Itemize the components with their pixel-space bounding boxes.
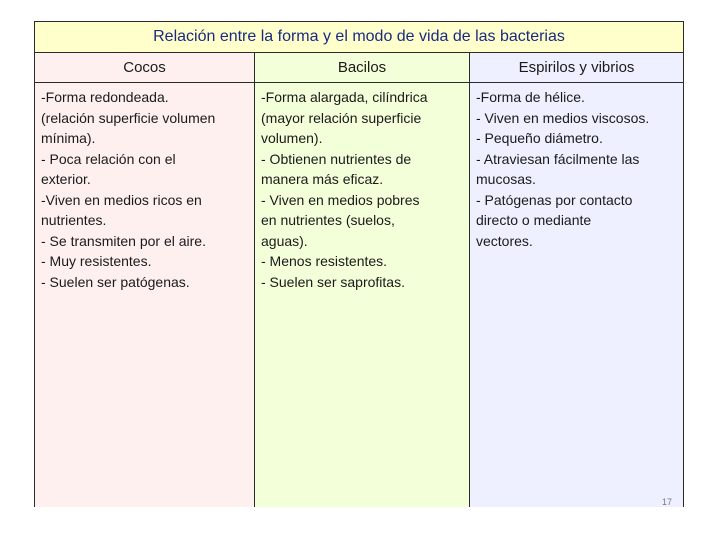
- bacteria-comparison-table: [34, 21, 684, 507]
- cocos-line: exterior.: [41, 171, 91, 187]
- table-header-row: [35, 53, 683, 83]
- table-body-row: [35, 83, 683, 507]
- espirilos-line: mucosas.: [476, 171, 536, 187]
- table-title: Relación entre la forma y el modo de vida de las bacterias: [153, 28, 565, 45]
- cocos-line: nutrientes.: [41, 212, 107, 228]
- cocos-line: - Suelen ser patógenas.: [41, 273, 190, 290]
- header-bacilos: Bacilos: [255, 53, 470, 82]
- espirilos-line: directo o mediante: [476, 212, 592, 228]
- cocos-line: mínima).: [41, 130, 96, 146]
- cocos-line: - Muy resistentes.: [41, 253, 152, 269]
- cell-bacilos: [255, 83, 470, 507]
- espirilos-line: - Pequeño diámetro.: [476, 130, 603, 146]
- cell-cocos: [35, 83, 255, 507]
- table-title-row: [35, 22, 683, 53]
- bacilos-line: - Suelen ser saprofitas.: [261, 273, 405, 290]
- cocos-line: -Forma redondeada.: [41, 89, 169, 105]
- bacilos-line: en nutrientes (suelos,: [261, 212, 395, 228]
- bacilos-line: - Viven en medios pobres: [261, 191, 420, 208]
- cell-espirilos-vibrios: [470, 83, 683, 507]
- bacilos-line: manera más eficaz.: [261, 171, 384, 187]
- header-espirilos-vibrios: Espirilos y vibrios: [470, 53, 683, 82]
- bacilos-line: volumen).: [261, 130, 323, 146]
- bacilos-line: aguas).: [261, 232, 308, 249]
- espirilos-line: -Forma de hélice.: [476, 89, 585, 105]
- page-number: 17: [661, 497, 672, 507]
- bacilos-line: - Menos resistentes.: [261, 253, 388, 269]
- bacilos-line: (mayor relación superficie: [261, 109, 422, 126]
- espirilos-line: - Patógenas por contacto: [476, 191, 633, 208]
- cocos-line: (relación superficie volumen: [41, 109, 216, 126]
- cocos-line: - Poca relación con el: [41, 150, 176, 167]
- cocos-line: -Viven en medios ricos en: [41, 191, 202, 208]
- espirilos-line: - Atraviesan fácilmente las: [476, 150, 640, 167]
- bacilos-line: -Forma alargada, cilíndrica: [261, 89, 428, 105]
- espirilos-line: - Viven en medios viscosos.: [476, 109, 650, 126]
- espirilos-line: vectores.: [476, 232, 533, 249]
- bacilos-line: - Obtienen nutrientes de: [261, 150, 412, 167]
- header-cocos: Cocos: [35, 53, 255, 82]
- cocos-line: - Se transmiten por el aire.: [41, 232, 206, 249]
